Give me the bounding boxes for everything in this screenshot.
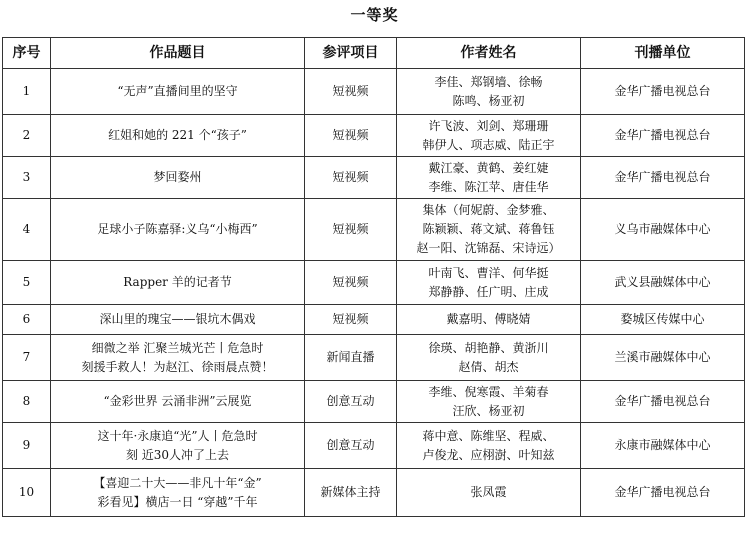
row-title bbox=[51, 381, 305, 423]
row-unit: 武义县融媒体中心 bbox=[581, 261, 745, 305]
header-unit: 刊播单位 bbox=[581, 38, 745, 69]
page-title: 一等奖 bbox=[350, 6, 399, 24]
awards-table bbox=[2, 37, 745, 517]
row-category: 短视频 bbox=[305, 115, 397, 157]
header-authors: 作者姓名 bbox=[397, 38, 581, 69]
row-category: 短视频 bbox=[305, 261, 397, 305]
row-unit: 义乌市融媒体中心 bbox=[581, 199, 745, 261]
author-line: 赵倩、胡杰 bbox=[458, 359, 519, 374]
author-line: 集体（何妮蔚、金梦雅、 bbox=[422, 203, 555, 217]
row-category: 短视频 bbox=[305, 199, 397, 261]
author-line: 韩伊人、项志威、陆正宇 bbox=[422, 137, 555, 152]
author-line: 李维、倪寒霞、羊菊春 bbox=[428, 384, 549, 399]
row-authors bbox=[397, 469, 581, 517]
row-index: 1 bbox=[3, 69, 51, 115]
row-title bbox=[51, 469, 305, 517]
row-category: 短视频 bbox=[305, 69, 397, 115]
row-authors bbox=[397, 69, 581, 115]
row-category: 短视频 bbox=[305, 305, 397, 335]
table-row bbox=[3, 305, 745, 335]
author-line: 张凤霞 bbox=[470, 485, 507, 499]
title-line: 红姐和她的 221 个“孩子” bbox=[108, 128, 247, 142]
row-authors bbox=[397, 157, 581, 199]
table-row bbox=[3, 69, 745, 115]
table-header-row bbox=[3, 38, 745, 69]
author-line: 许飞波、刘剑、郑珊珊 bbox=[428, 118, 549, 133]
row-title bbox=[51, 261, 305, 305]
row-authors bbox=[397, 261, 581, 305]
row-authors bbox=[397, 305, 581, 335]
title-line: 深山里的瑰宝——银坑木偶戏 bbox=[99, 312, 256, 326]
row-index: 5 bbox=[3, 261, 51, 305]
title-line: 彩看见】横店一日 “穿越”千年 bbox=[97, 494, 258, 509]
title-line: 这十年·永康追“光”人丨危急时 bbox=[97, 428, 258, 443]
row-title bbox=[51, 423, 305, 469]
header-index: 序号 bbox=[3, 38, 51, 69]
row-authors bbox=[397, 335, 581, 381]
row-unit: 金华广播电视总台 bbox=[581, 157, 745, 199]
author-line: 徐瑛、胡艳静、黄浙川 bbox=[428, 340, 549, 355]
table-body bbox=[3, 69, 745, 517]
author-line: 戴嘉明、傅晓婧 bbox=[446, 312, 531, 326]
author-line: 李维、陈江苹、唐佳华 bbox=[428, 179, 549, 194]
title-line: 足球小子陈嘉驿:义乌“小梅西” bbox=[97, 222, 258, 236]
table-row bbox=[3, 157, 745, 199]
header-category: 参评项目 bbox=[305, 38, 397, 69]
row-authors bbox=[397, 423, 581, 469]
author-line: 郑静静、任广明、庄成 bbox=[428, 284, 549, 299]
row-category: 创意互动 bbox=[305, 423, 397, 469]
title-line: 梦回婺州 bbox=[153, 170, 202, 184]
table-row bbox=[3, 335, 745, 381]
row-unit: 金华广播电视总台 bbox=[581, 115, 745, 157]
row-authors bbox=[397, 199, 581, 261]
row-index: 7 bbox=[3, 335, 51, 381]
header-title: 作品题目 bbox=[51, 38, 305, 69]
title-line: Rapper 羊的记者节 bbox=[123, 275, 232, 289]
table-row bbox=[3, 261, 745, 305]
author-line: 汪欣、杨亚初 bbox=[452, 403, 525, 418]
author-line: 赵一阳、沈锦磊、宋诗远） bbox=[416, 241, 561, 255]
table-row bbox=[3, 199, 745, 261]
row-index: 10 bbox=[3, 469, 51, 517]
author-line: 戴江豪、黄鹤、姜红婕 bbox=[428, 160, 549, 175]
author-line: 李佳、郑钢墙、徐畅 bbox=[434, 74, 543, 89]
author-line: 陈鸣、杨亚初 bbox=[452, 93, 525, 108]
row-category: 新媒体主持 bbox=[305, 469, 397, 517]
row-unit: 金华广播电视总台 bbox=[581, 381, 745, 423]
title-line: 刻 近30人冲了上去 bbox=[125, 447, 230, 462]
author-line: 陈颖颖、蒋文斌、蒋鲁钰 bbox=[422, 222, 555, 236]
row-authors bbox=[397, 381, 581, 423]
row-title bbox=[51, 69, 305, 115]
row-unit: 兰溪市融媒体中心 bbox=[581, 335, 745, 381]
author-line: 卢俊龙、应栩澍、叶知兹 bbox=[422, 447, 555, 462]
row-index: 3 bbox=[3, 157, 51, 199]
author-line: 蒋中意、陈维坚、程威、 bbox=[422, 428, 555, 443]
row-title bbox=[51, 335, 305, 381]
row-unit: 金华广播电视总台 bbox=[581, 469, 745, 517]
row-index: 6 bbox=[3, 305, 51, 335]
row-category: 新闻直播 bbox=[305, 335, 397, 381]
title-line: 刻援手救人！为赵江、徐雨晨点赞！ bbox=[81, 359, 274, 374]
title-line: 细微之举 汇聚兰城光芒丨危急时 bbox=[91, 340, 264, 355]
table-row bbox=[3, 381, 745, 423]
row-title bbox=[51, 305, 305, 335]
table-row bbox=[3, 423, 745, 469]
row-index: 9 bbox=[3, 423, 51, 469]
row-authors bbox=[397, 115, 581, 157]
row-index: 8 bbox=[3, 381, 51, 423]
row-title bbox=[51, 157, 305, 199]
row-unit: 永康市融媒体中心 bbox=[581, 423, 745, 469]
title-line: “无声”直播间里的坚守 bbox=[117, 84, 238, 98]
title-line: 【喜迎二十大——非凡十年“金” bbox=[93, 475, 262, 490]
row-title bbox=[51, 115, 305, 157]
row-title bbox=[51, 199, 305, 261]
table-row bbox=[3, 115, 745, 157]
author-line: 叶南飞、曹洋、何华挺 bbox=[428, 265, 549, 280]
row-category: 短视频 bbox=[305, 157, 397, 199]
row-unit: 金华广播电视总台 bbox=[581, 69, 745, 115]
table-row bbox=[3, 469, 745, 517]
row-unit: 婺城区传媒中心 bbox=[581, 305, 745, 335]
title-line: “金彩世界 云涌非洲”云展览 bbox=[103, 394, 252, 408]
row-index: 4 bbox=[3, 199, 51, 261]
row-index: 2 bbox=[3, 115, 51, 157]
row-category: 创意互动 bbox=[305, 381, 397, 423]
